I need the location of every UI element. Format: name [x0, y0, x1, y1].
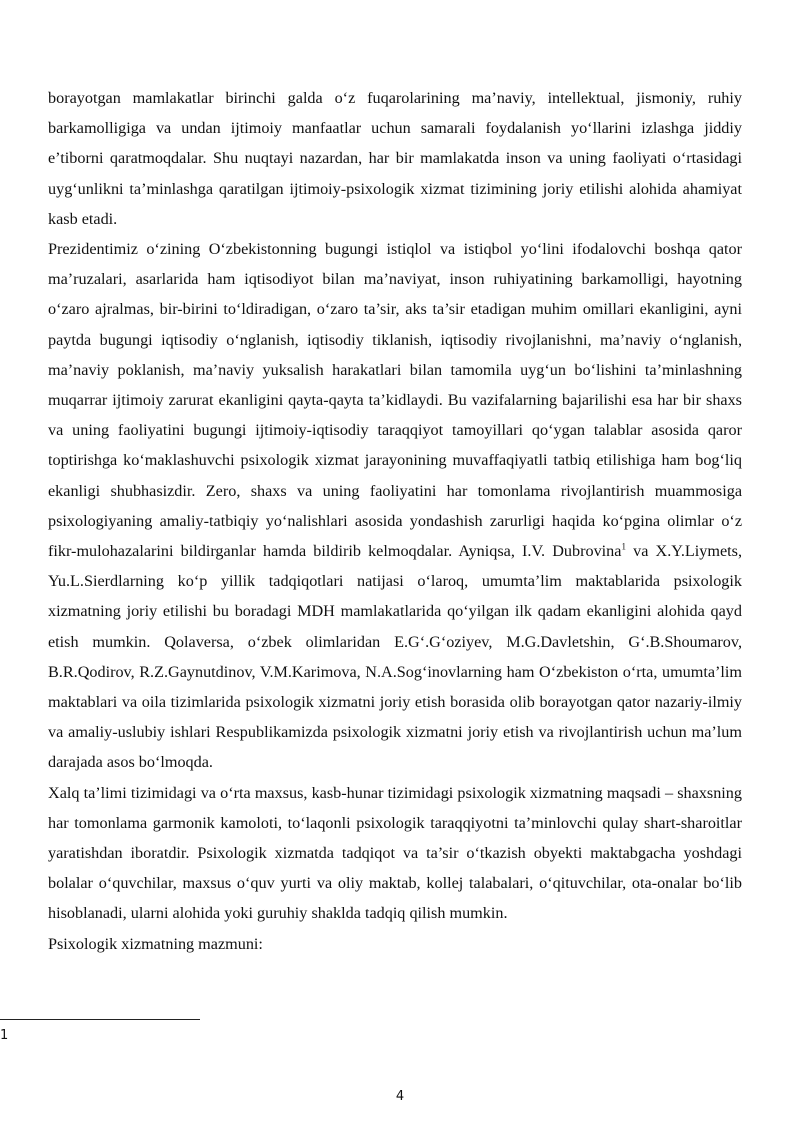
page-number: 4 — [395, 1089, 405, 1104]
body-text — [48, 83, 742, 959]
paragraph-2-part-2: va X.Y.Liymets, Yu.L.Sierdlarning ko‘p yillik tadqiqotlari natijasi o‘laroq, umumta’lim maktablarida psixologik xizmatning joriy etilishi bu boradagi MDH mamlakatlarida qo‘yilgan ilk qadam ekanligini alohida qayd etish mumkin. Qolaversa, o‘zbek olimlaridan E.G‘.G‘oziyev, M.G.Davletshin, G‘.B.Shoumarov, B.R.Qodirov, R.Z.Gaynutdinov, V.M.Karimova, N.A.Sog‘inovlarning ham O‘zbekiston o‘rta, umumta’lim maktablari va oila tizimlarida psixologik xizmatni joriy etish borasida olib borayotgan qator nazariy-ilmiy va amaliy-uslubiy ishlari Respublikamizda psixologik xizmatni joriy etish va rivojlantirish uchun ma’lum darajada asos bo‘lmoqda. — [48, 542, 742, 772]
paragraph-1: borayotgan mamlakatlar birinchi galda o‘z fuqarolarining ma’naviy, intellektual, jismoniy, ruhiy barkamolligiga va undan ijtimoiy manfaatlar uchun samarali foydalanish yo‘llarini izlashga jiddiy e’tiborni qaratmoqdalar. Shu nuqtayi nazardan, har bir mamlakatda inson va uning faoliyati o‘rtasidagi uyg‘unlikni ta’minlashga qaratilgan ijtimoiy-psixologik xizmat tizimining joriy etilishi alohida ahamiyat kasb etadi. — [48, 89, 742, 228]
paragraph-2-part-1: Prezidentimiz o‘zining O‘zbekistonning bugungi istiqlol va istiqbol yo‘lini ifodalovchi boshqa qator ma’ruzalari, asarlarida ham iqtisodiyot bilan ma’naviyat, inson ruhiyatining barkamolligi, hayotning o‘zaro ajralmas, bir-birini to‘ldiradigan, o‘zaro ta’sir, aks ta’sir etadigan muhim omillari ekanligini, ayni paytda bugungi iqtisodiy o‘nglanish, iqtisodiy tiklanish, iqtisodiy rivojlanishni, ma’naviy o‘nglanish, ma’naviy poklanish, ma’naviy yuksalish harakatlari bilan tamomila uyg‘un bo‘lishini ta’minlashning muqarrar ijtimoiy zarurat ekanligini qayta-qayta ta’kidlaydi. Bu vazifalarning bajarilishi esa har bir shaxs va uning faoliyatini bugungi ijtimoiy-iqtisodiy taraqqiyot tamoyillari qo‘ygan talablar asosida qaror toptirishga ko‘maklashuvchi psixologik xizmat jarayonining muvaffaqiyatli tatbiq etilishiga ham bog‘liq ekanligi shubhasizdir. Zero, shaxs va uning faoliyatini har tomonlama rivojlantirish muammosiga psixologiyaning amaliy-tatbiqiy yo‘nalishlari asosida yondashish zarurligi haqida ko‘pgina olimlar o‘z fikr-mulohazalarini bildirganlar hamda bildirib kelmoqdalar. Ayniqsa, I.V. Dubrovina — [48, 240, 742, 561]
paragraph-3: Xalq ta’limi tizimidagi va o‘rta maxsus, kasb-hunar tizimidagi psixologik xizmatning maqsadi – shaxsning har tomonlama garmonik kamoloti, to‘laqonli psixologik taraqqiyotni ta’minlovchi qulay shart-sharoitlar yaratishdan iboratdir. Psixologik xizmatda tadqiqot va ta’sir o‘tkazish obyekti maktabgacha yoshdagi bolalar o‘quvchilar, maxsus o‘quv yurti va oliy maktab, kollej talabalari, o‘qituvchilar, ota-onalar bo‘lib hisoblanadi, ularni alohida yoki guruhiy shaklda tadqiq qilish mumkin. — [48, 783, 742, 923]
footnote-number: 1 — [0, 1028, 9, 1043]
footnote-divider — [0, 1019, 200, 1020]
footnote-reference[interactable]: 1 — [621, 541, 626, 552]
paragraph-4: Psixologik xizmatning mazmuni: — [48, 934, 263, 953]
paragraph-2 — [48, 234, 742, 778]
